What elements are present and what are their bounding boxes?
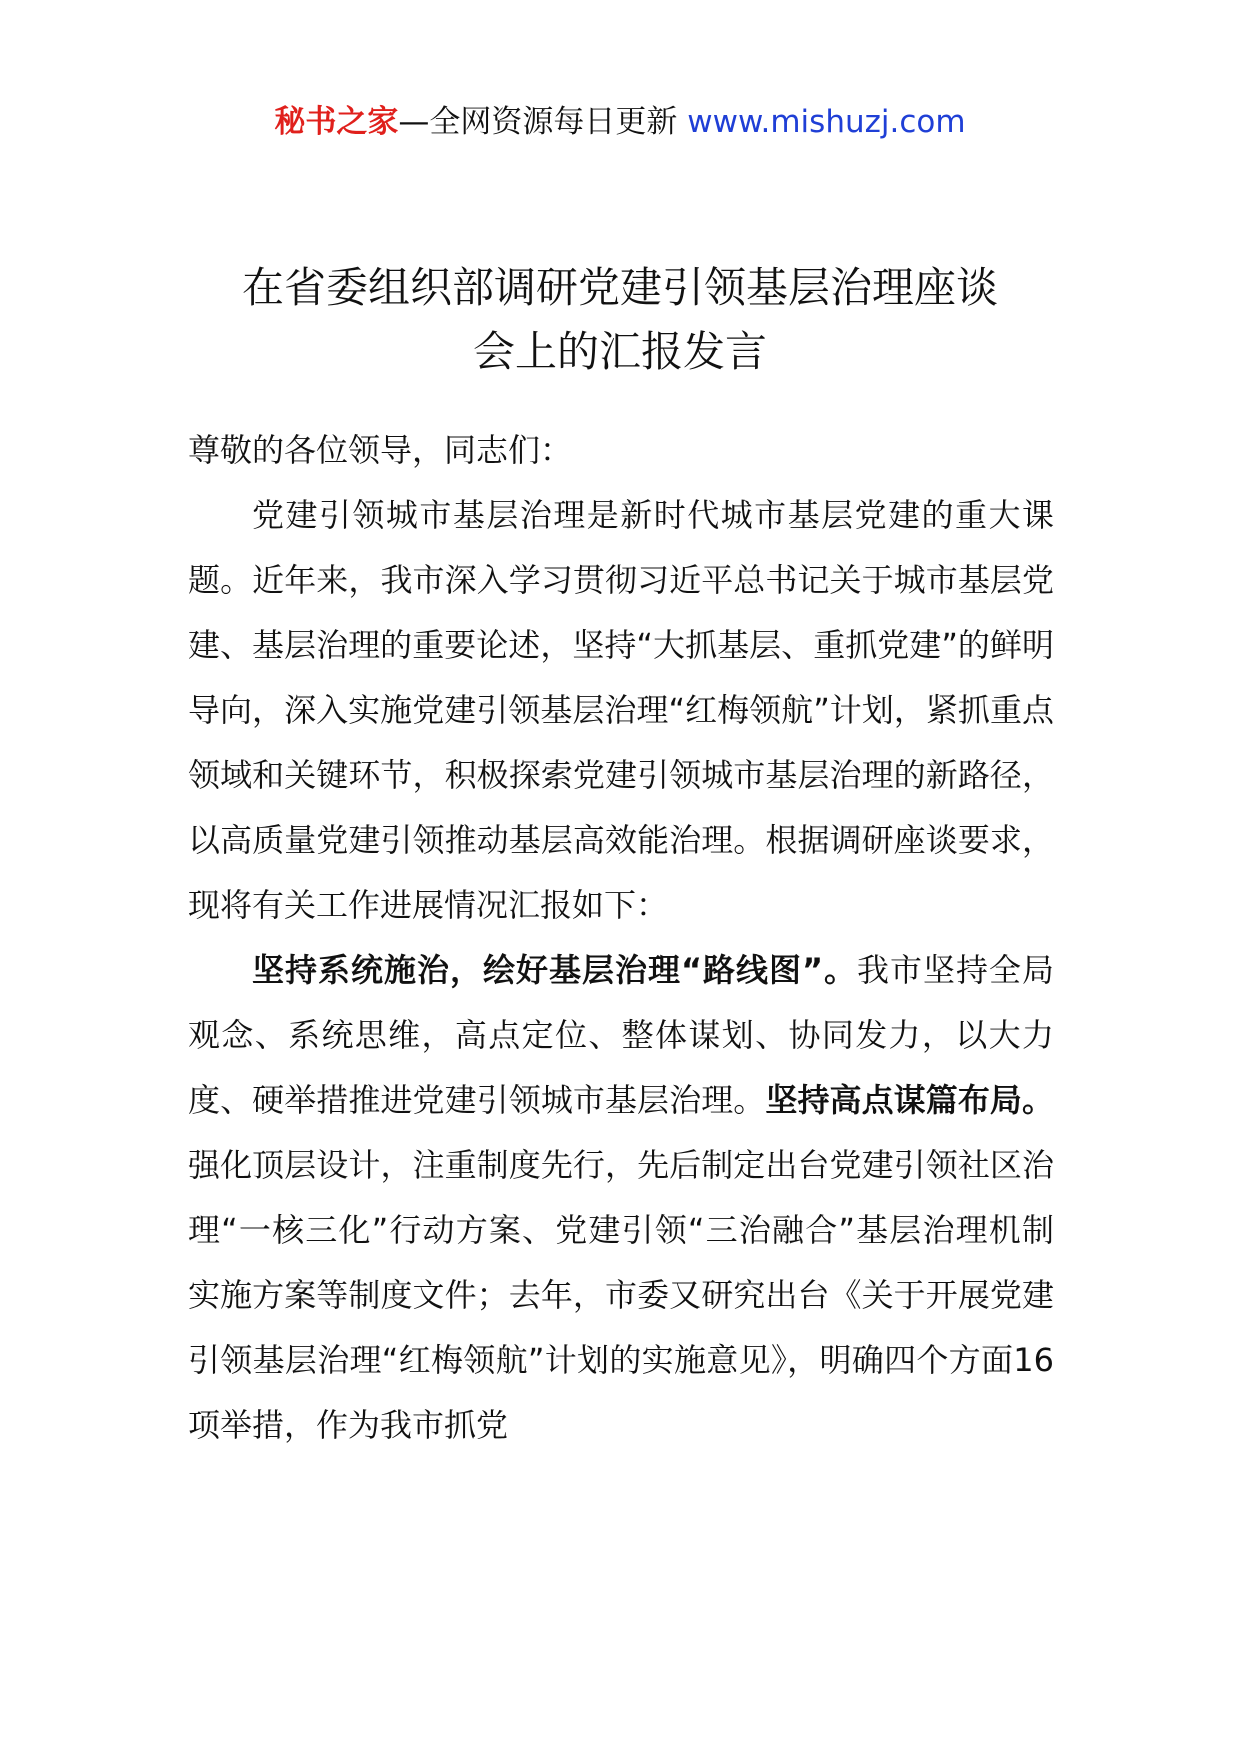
site-header-banner xyxy=(0,100,1240,144)
document-title-line-2: 会上的汇报发言 xyxy=(472,327,767,376)
paragraph-intro: 党建引领城市基层治理是新时代城市基层党建的重大课题。近年来，我市深入学习贯彻习近平总书记关于城市基层党建、基层治理的重要论述，坚持“大抓基层、重抓党建”的鲜明导向，深入实施党建引领基层治理“红梅领航”计划，紧抓重点领域和关键环节，积极探索党建引领城市基层治理的新路径，以高质量党建引领推动基层高效能治理。根据调研座谈要求，现将有关工作进展情况汇报如下： xyxy=(188,496,1054,924)
paragraph-section-1 xyxy=(188,938,1054,1458)
site-tagline: —全网资源每日更新 xyxy=(398,104,688,140)
section-heading: 坚持系统施治，绘好基层治理“路线图”。 xyxy=(252,951,857,989)
document-title-line-1: 在省委组织部调研党建引领基层治理座谈 xyxy=(241,263,998,312)
section-subheading: 坚持高点谋篇布局。 xyxy=(765,1081,1054,1119)
section-text: 我市坚持全局观念、系统思维，高点定位、整体谋划、协同发力，以大力度、硬举措推进党建引领城市基层治理。 xyxy=(188,951,1054,1119)
site-brand-name: 秘书之家 xyxy=(274,104,399,140)
document-title xyxy=(160,256,1080,384)
salutation: 尊敬的各位领导，同志们： xyxy=(188,431,573,469)
site-url-link[interactable]: www.mishuzj.com xyxy=(687,104,966,140)
document-body xyxy=(188,418,1054,1458)
section-subtext: 强化顶层设计，注重制度先行，先后制定出台党建引领社区治理“一核三化”行动方案、党建引领“三治融合”基层治理机制实施方案等制度文件；去年，市委又研究出台《关于开展党建引领基层治理“红梅领航”计划的实施意见》，明确四个方面16项举措，作为我市抓党 xyxy=(188,1146,1054,1444)
